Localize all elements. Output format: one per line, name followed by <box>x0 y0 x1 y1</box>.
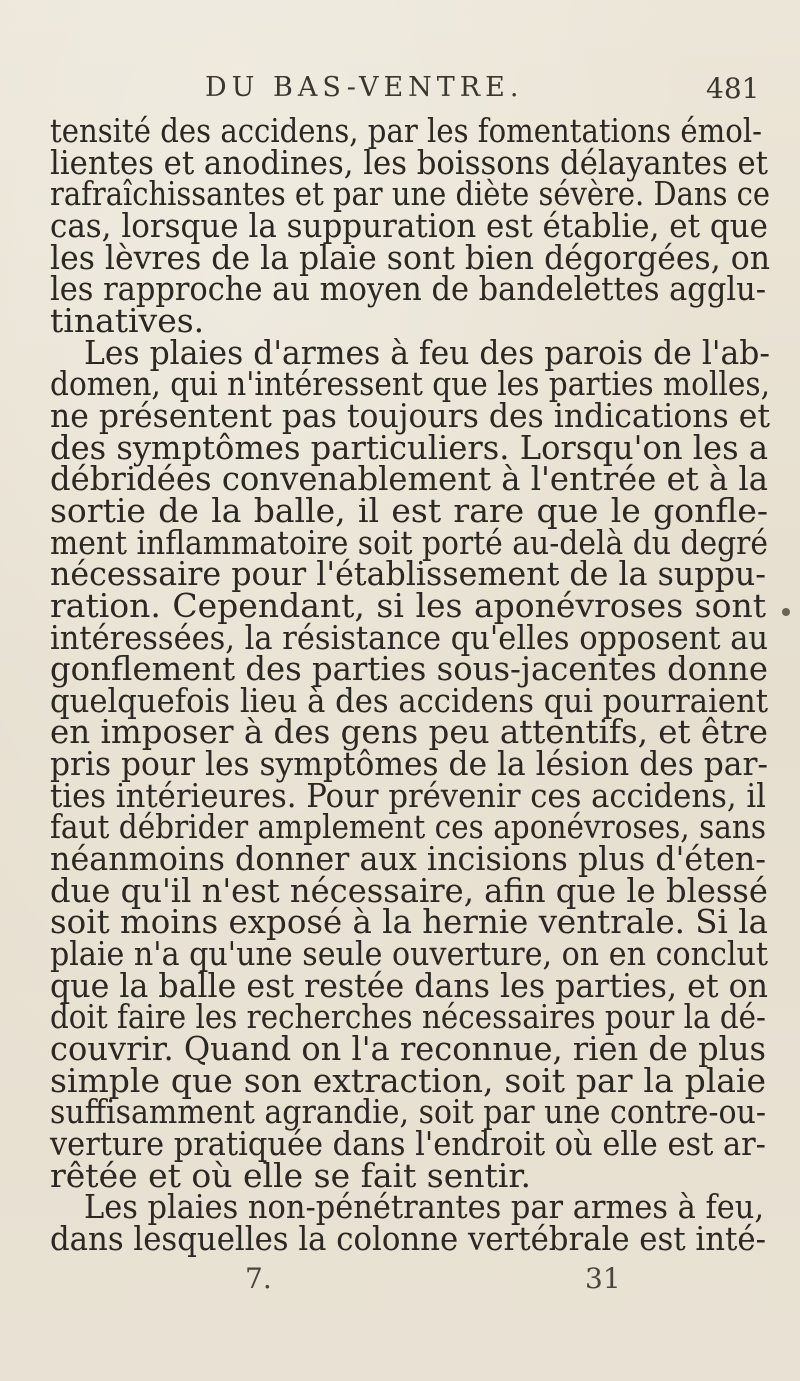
text-line: sortie de la balle, il est rare que le gonfle- <box>50 491 769 530</box>
text-line: due qu'il n'est nécessaire, afin que le blessé <box>50 871 768 910</box>
text-line: tinatives. <box>50 301 205 340</box>
text-line: pris pour les symptômes de la lésion des par- <box>50 744 768 783</box>
text-line: rêtée et où elle se fait sentir. <box>50 1156 531 1195</box>
signature-mark-right: 31 <box>585 1262 621 1295</box>
text-line: ne présentent pas toujours des indications et <box>50 396 770 435</box>
text-line: faut débrider amplement ces aponévroses, sans <box>50 807 767 846</box>
text-line: couvrir. Quand on l'a reconnue, rien de plus <box>50 1029 767 1068</box>
text-line: que la balle est restée dans les parties, et on <box>50 966 768 1005</box>
text-line: suffisamment agrandie, soit par une contre-ou- <box>50 1092 766 1131</box>
text-line: ment inflammatoire soit porté au-delà du degré <box>50 523 769 562</box>
text-line: gonflement des parties sous-jacentes donne <box>50 649 768 688</box>
text-line: les rapproche au moyen de bandelettes agglu- <box>50 269 766 308</box>
text-line: les lèvres de la plaie sont bien dégorgées, on <box>50 238 770 277</box>
text-line: des symptômes particuliers. Lorsqu'on les a <box>50 428 769 467</box>
text-line: ties intérieures. Pour prévenir ces accidens, il <box>50 776 766 815</box>
running-title: DU BAS-VENTRE. <box>205 72 524 103</box>
text-line: néanmoins donner aux incisions plus d'éten- <box>50 839 767 878</box>
page-footer <box>0 1262 800 1302</box>
page-header <box>0 72 800 112</box>
text-line: Les plaies d'armes à feu des parois de l'ab- <box>84 333 770 372</box>
signature-mark-left: 7. <box>245 1262 272 1295</box>
text-line: Les plaies non-pénétrantes par armes à feu, <box>84 1187 764 1226</box>
ink-speck <box>782 608 790 616</box>
text-line: quelquefois lieu à des accidens qui pourraient <box>50 681 769 720</box>
text-line: domen, qui n'intéressent que les parties molles, <box>50 364 770 403</box>
page-number: 481 <box>706 72 760 105</box>
text-line: dans lesquelles la colonne vertébrale est inté- <box>50 1219 767 1258</box>
text-line: verture pratiquée dans l'endroit où elle est ar- <box>50 1124 766 1163</box>
text-line: intéressées, la résistance qu'elles opposent au <box>50 618 769 657</box>
text-line: plaie n'a qu'une seule ouverture, on en conclut <box>50 934 769 973</box>
text-line: doit faire les recherches nécessaires pour la dé- <box>50 997 766 1036</box>
text-line: cas, lorsque la suppuration est établie, et que <box>50 206 768 245</box>
text-line: rafraîchissantes et par une diète sévère. Dans ce <box>50 174 771 213</box>
text-line: nécessaire pour l'établissement de la suppu- <box>50 554 767 593</box>
text-line: simple que son extraction, soit par la plaie <box>50 1061 767 1100</box>
text-line: lientes et anodines, les boissons délayantes et <box>50 143 769 182</box>
text-line: soit moins exposé à la hernie ventrale. Si la <box>50 902 768 941</box>
text-line: tensité des accidens, par les fomentations émol- <box>50 111 762 150</box>
text-line: en imposer à des gens peu attentifs, et être <box>50 712 768 751</box>
text-line: ration. Cependant, si les aponévroses sont <box>50 586 766 625</box>
text-line: débridées convenablement à l'entrée et à la <box>50 459 768 498</box>
